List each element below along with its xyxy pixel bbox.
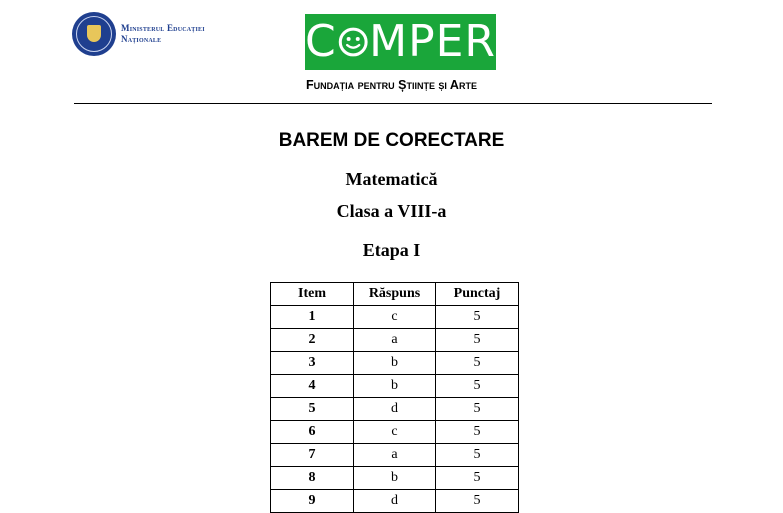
table-row [271, 421, 519, 444]
header-points: Punctaj [436, 283, 519, 306]
item-cell: 4 [271, 375, 354, 398]
item-cell: 8 [271, 467, 354, 490]
answer-cell: b [354, 352, 436, 375]
ministry-line-2: Naționale [121, 34, 162, 44]
answer-cell: c [354, 306, 436, 329]
subject-heading: Matematică [345, 169, 438, 189]
item-cell: 5 [271, 398, 354, 421]
answer-cell: a [354, 444, 436, 467]
table-row [271, 444, 519, 467]
table-row [271, 375, 519, 398]
header-divider [74, 103, 712, 104]
item-cell: 6 [271, 421, 354, 444]
answer-cell: c [354, 421, 436, 444]
points-cell: 5 [436, 444, 519, 467]
points-cell: 5 [436, 398, 519, 421]
ministry-logo [72, 12, 205, 56]
answer-cell: d [354, 398, 436, 421]
foundation-name: Fundația pentru Științe și Arte [306, 78, 477, 92]
page-title: BAREM DE CORECTARE [278, 130, 505, 151]
answer-key-table [270, 282, 519, 513]
item-cell: 9 [271, 490, 354, 513]
points-cell: 5 [436, 375, 519, 398]
logo-text-right: MPER [369, 16, 496, 67]
answer-cell: a [354, 329, 436, 352]
item-cell: 7 [271, 444, 354, 467]
points-cell: 5 [436, 490, 519, 513]
header-item: Item [271, 283, 354, 306]
answer-cell: b [354, 375, 436, 398]
ministry-line-1: Ministerul Educației [121, 23, 205, 33]
table-row [271, 329, 519, 352]
romanian-crest-icon [72, 12, 116, 56]
table-row [271, 467, 519, 490]
item-cell: 1 [271, 306, 354, 329]
table-row [271, 306, 519, 329]
ministry-name [121, 23, 205, 45]
logo-text-left: C [305, 16, 337, 67]
item-cell: 2 [271, 329, 354, 352]
points-cell: 5 [436, 467, 519, 490]
points-cell: 5 [436, 306, 519, 329]
grade-heading: Clasa a VIII-a [336, 201, 447, 221]
comper-logo [305, 14, 496, 70]
points-cell: 5 [436, 329, 519, 352]
points-cell: 5 [436, 421, 519, 444]
item-cell: 3 [271, 352, 354, 375]
table-row [271, 398, 519, 421]
points-cell: 5 [436, 352, 519, 375]
answer-cell: d [354, 490, 436, 513]
table-header-row [271, 283, 519, 306]
header-answer: Răspuns [354, 283, 436, 306]
table-row [271, 352, 519, 375]
smiley-icon [338, 22, 368, 62]
answer-cell: b [354, 467, 436, 490]
table-row [271, 490, 519, 513]
stage-heading: Etapa I [362, 240, 421, 260]
